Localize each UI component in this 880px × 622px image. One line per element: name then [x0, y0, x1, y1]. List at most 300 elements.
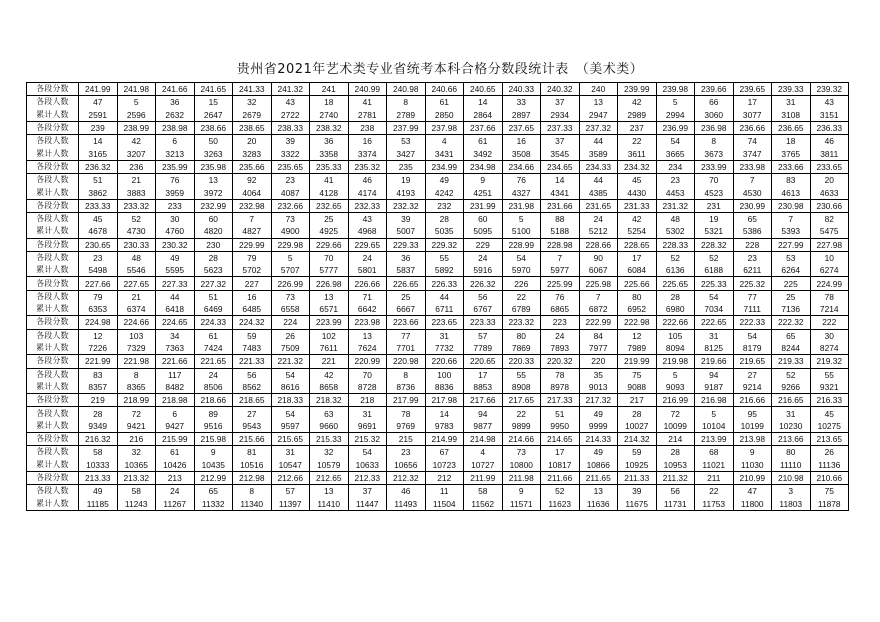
score-cell: 223.33 [464, 316, 503, 329]
count-row [27, 446, 849, 459]
score-cell: 233.66 [772, 160, 811, 173]
count-cell: 16 [502, 135, 541, 148]
cumulative-cell: 2740 [310, 109, 349, 122]
cumulative-cell: 10199 [733, 420, 772, 433]
count-cell: 4 [425, 135, 464, 148]
score-cell: 227 [233, 277, 272, 290]
cumulative-cell: 6872 [579, 303, 618, 316]
count-cell: 77 [733, 290, 772, 303]
cumulative-cell: 8736 [387, 381, 426, 394]
cumulative-row [27, 420, 849, 433]
count-cell: 9 [464, 174, 503, 187]
count-cell: 24 [348, 251, 387, 264]
score-cell: 234.32 [618, 160, 657, 173]
count-cell: 24 [194, 368, 233, 381]
cumulative-cell: 9214 [733, 381, 772, 394]
score-cell: 214.66 [502, 433, 541, 446]
cumulative-cell: 5321 [695, 225, 734, 238]
count-cell: 4 [464, 446, 503, 459]
count-cell: 14 [464, 96, 503, 109]
count-row [27, 290, 849, 303]
score-row [27, 394, 849, 407]
score-cell: 216.66 [733, 394, 772, 407]
cumulative-cell: 3165 [79, 147, 118, 160]
score-cell: 222.32 [772, 316, 811, 329]
score-cell: 235 [387, 160, 426, 173]
score-cell: 236.98 [695, 121, 734, 134]
cumulative-cell: 5892 [425, 264, 464, 277]
count-cell: 28 [656, 446, 695, 459]
cumulative-cell: 11800 [733, 498, 772, 511]
cumulative-cell: 5546 [117, 264, 156, 277]
score-cell: 228.66 [579, 238, 618, 251]
count-cell: 51 [194, 290, 233, 303]
cumulative-cell: 3060 [695, 109, 734, 122]
cumulative-cell: 3431 [425, 147, 464, 160]
count-cell: 21 [117, 290, 156, 303]
score-cell: 219.98 [656, 355, 695, 368]
score-cell: 239.65 [733, 83, 772, 96]
cumulative-cell: 5801 [348, 264, 387, 277]
cumulative-cell: 6789 [502, 303, 541, 316]
count-cell: 54 [695, 290, 734, 303]
cumulative-cell: 11731 [656, 498, 695, 511]
cumulative-cell: 8244 [772, 342, 811, 355]
cumulative-cell: 9321 [810, 381, 849, 394]
cumulative-cell: 4613 [772, 186, 811, 199]
score-cell: 211 [695, 471, 734, 484]
count-cell: 30 [156, 212, 195, 225]
cumulative-cell: 8616 [271, 381, 310, 394]
cumulative-cell: 4530 [733, 186, 772, 199]
score-cell: 215.33 [310, 433, 349, 446]
score-cell: 218.65 [233, 394, 272, 407]
cumulative-cell: 3263 [194, 147, 233, 160]
count-cell: 26 [810, 446, 849, 459]
cumulative-cell: 6469 [194, 303, 233, 316]
count-cell: 17 [733, 96, 772, 109]
score-cell: 237.99 [387, 121, 426, 134]
count-row [27, 368, 849, 381]
cumulative-cell: 4430 [618, 186, 657, 199]
count-cell: 84 [579, 329, 618, 342]
score-row-label: 各段分数 [27, 121, 79, 134]
count-cell: 24 [579, 212, 618, 225]
score-cell: 240 [579, 83, 618, 96]
score-cell: 211.65 [579, 471, 618, 484]
cumulative-cell: 11332 [194, 498, 233, 511]
score-cell: 224 [271, 316, 310, 329]
cumulative-cell: 4925 [310, 225, 349, 238]
cumulative-row [27, 264, 849, 277]
score-cell: 216.33 [810, 394, 849, 407]
cumulative-cell: 11030 [733, 459, 772, 472]
cumulative-cell: 9266 [772, 381, 811, 394]
cumulative-cell: 9877 [464, 420, 503, 433]
cumulative-cell: 4633 [810, 186, 849, 199]
cumulative-cell: 4678 [79, 225, 118, 238]
score-cell: 226.98 [310, 277, 349, 290]
cumulative-cell: 5916 [464, 264, 503, 277]
count-cell: 105 [656, 329, 695, 342]
cumulative-cell: 5095 [464, 225, 503, 238]
cumulative-row-label: 累计人数 [27, 303, 79, 316]
cumulative-cell: 11110 [772, 459, 811, 472]
score-cell: 214.33 [579, 433, 618, 446]
count-cell: 46 [348, 174, 387, 187]
score-cell: 224.66 [117, 316, 156, 329]
score-cell: 219.65 [733, 355, 772, 368]
score-cell: 213.32 [117, 471, 156, 484]
cumulative-cell: 10579 [310, 459, 349, 472]
count-cell: 55 [425, 251, 464, 264]
score-row-label: 各段分数 [27, 199, 79, 212]
cumulative-cell: 6980 [656, 303, 695, 316]
cumulative-cell: 3358 [310, 147, 349, 160]
score-cell: 238.66 [194, 121, 233, 134]
count-cell: 31 [271, 446, 310, 459]
count-cell: 54 [656, 135, 695, 148]
count-cell: 37 [541, 135, 580, 148]
cumulative-cell: 4827 [233, 225, 272, 238]
score-cell: 239 [79, 121, 118, 134]
score-cell: 212.33 [348, 471, 387, 484]
count-cell: 61 [156, 446, 195, 459]
score-cell: 241.98 [117, 83, 156, 96]
cumulative-cell: 2934 [541, 109, 580, 122]
score-cell: 239.32 [810, 83, 849, 96]
count-cell: 16 [233, 290, 272, 303]
count-cell: 15 [194, 96, 233, 109]
score-cell: 222 [810, 316, 849, 329]
count-cell: 51 [79, 174, 118, 187]
count-cell: 25 [772, 290, 811, 303]
score-cell: 232.32 [387, 199, 426, 212]
score-cell: 217.65 [502, 394, 541, 407]
score-cell: 211.33 [618, 471, 657, 484]
count-cell: 19 [695, 212, 734, 225]
score-cell: 239.99 [618, 83, 657, 96]
cumulative-cell: 6353 [79, 303, 118, 316]
cumulative-cell: 8274 [810, 342, 849, 355]
cumulative-cell: 10547 [271, 459, 310, 472]
count-cell: 42 [618, 96, 657, 109]
score-cell: 235.99 [156, 160, 195, 173]
score-cell: 231.98 [502, 199, 541, 212]
score-cell: 213.66 [772, 433, 811, 446]
score-cell: 214.32 [618, 433, 657, 446]
count-cell: 13 [579, 96, 618, 109]
score-cell: 215.32 [348, 433, 387, 446]
score-cell: 238.32 [310, 121, 349, 134]
cumulative-cell: 5777 [310, 264, 349, 277]
count-cell: 95 [733, 407, 772, 420]
count-cell: 42 [310, 368, 349, 381]
score-cell: 236.33 [810, 121, 849, 134]
score-cell: 214 [656, 433, 695, 446]
score-row-label: 各段分数 [27, 160, 79, 173]
cumulative-cell: 2947 [579, 109, 618, 122]
score-cell: 223.66 [387, 316, 426, 329]
count-cell: 57 [271, 485, 310, 498]
cumulative-cell: 5498 [79, 264, 118, 277]
count-cell: 12 [618, 329, 657, 342]
score-cell: 216.98 [695, 394, 734, 407]
score-row-label: 各段分数 [27, 471, 79, 484]
count-cell: 81 [233, 446, 272, 459]
cumulative-cell: 5702 [233, 264, 272, 277]
cumulative-cell: 9950 [541, 420, 580, 433]
count-cell: 100 [425, 368, 464, 381]
count-cell: 5 [656, 96, 695, 109]
count-cell: 24 [464, 251, 503, 264]
count-cell: 21 [117, 174, 156, 187]
count-cell: 65 [733, 212, 772, 225]
count-row [27, 135, 849, 148]
count-cell: 30 [810, 329, 849, 342]
count-cell: 79 [233, 251, 272, 264]
cumulative-cell: 4327 [502, 186, 541, 199]
count-cell: 31 [425, 329, 464, 342]
cumulative-cell: 10275 [810, 420, 849, 433]
score-cell: 223.99 [310, 316, 349, 329]
count-cell: 47 [79, 96, 118, 109]
score-cell: 216 [117, 433, 156, 446]
score-cell: 229.32 [425, 238, 464, 251]
score-cell: 224.33 [194, 316, 233, 329]
score-cell: 218.33 [271, 394, 310, 407]
count-cell: 52 [541, 485, 580, 498]
count-cell: 27 [233, 407, 272, 420]
score-cell: 234.33 [579, 160, 618, 173]
cumulative-cell: 6711 [425, 303, 464, 316]
cumulative-cell: 4128 [310, 186, 349, 199]
score-cell: 239.98 [656, 83, 695, 96]
cumulative-cell: 11136 [810, 459, 849, 472]
score-cell: 232.66 [271, 199, 310, 212]
score-cell: 211.32 [656, 471, 695, 484]
cumulative-cell: 11504 [425, 498, 464, 511]
cumulative-cell: 9691 [348, 420, 387, 433]
cumulative-cell: 9427 [156, 420, 195, 433]
score-cell: 216.65 [772, 394, 811, 407]
score-cell: 224.98 [79, 316, 118, 329]
count-row-label: 各段人数 [27, 446, 79, 459]
cumulative-cell: 7977 [579, 342, 618, 355]
cumulative-cell: 4730 [117, 225, 156, 238]
score-cell: 218 [348, 394, 387, 407]
score-cell: 237.66 [464, 121, 503, 134]
cumulative-cell: 11493 [387, 498, 426, 511]
cumulative-cell: 5212 [579, 225, 618, 238]
score-cell: 231.65 [579, 199, 618, 212]
cumulative-row [27, 342, 849, 355]
count-cell: 76 [541, 290, 580, 303]
score-cell: 230.32 [156, 238, 195, 251]
score-cell: 211.99 [464, 471, 503, 484]
cumulative-cell: 4900 [271, 225, 310, 238]
cumulative-cell: 6188 [695, 264, 734, 277]
cumulative-cell: 10800 [502, 459, 541, 472]
count-cell: 17 [541, 446, 580, 459]
count-cell: 37 [348, 485, 387, 498]
score-cell: 223.98 [348, 316, 387, 329]
count-cell: 3 [772, 485, 811, 498]
count-cell: 79 [79, 290, 118, 303]
cumulative-cell: 5977 [541, 264, 580, 277]
count-cell: 7 [233, 212, 272, 225]
score-cell: 227.99 [772, 238, 811, 251]
cumulative-row-label: 累计人数 [27, 459, 79, 472]
cumulative-cell: 8094 [656, 342, 695, 355]
score-cell: 214.99 [425, 433, 464, 446]
score-cell: 224.99 [810, 277, 849, 290]
count-cell: 49 [79, 485, 118, 498]
score-cell: 213.98 [733, 433, 772, 446]
cumulative-cell: 5035 [425, 225, 464, 238]
score-cell: 223 [541, 316, 580, 329]
count-cell: 80 [618, 290, 657, 303]
cumulative-cell: 9516 [194, 420, 233, 433]
score-cell: 233 [156, 199, 195, 212]
cumulative-cell: 9093 [656, 381, 695, 394]
count-cell: 54 [271, 407, 310, 420]
score-cell: 239.66 [695, 83, 734, 96]
count-cell: 58 [79, 446, 118, 459]
cumulative-cell: 3611 [618, 147, 657, 160]
score-cell: 226.99 [271, 277, 310, 290]
count-cell: 44 [425, 290, 464, 303]
cumulative-cell: 8728 [348, 381, 387, 394]
count-cell: 72 [117, 407, 156, 420]
count-cell: 18 [772, 135, 811, 148]
cumulative-cell: 6571 [310, 303, 349, 316]
score-row-label: 各段分数 [27, 394, 79, 407]
cumulative-cell: 3508 [502, 147, 541, 160]
count-row-label: 各段人数 [27, 368, 79, 381]
score-cell: 225.33 [695, 277, 734, 290]
score-cell: 232.98 [233, 199, 272, 212]
cumulative-cell: 6264 [772, 264, 811, 277]
score-cell: 231.32 [656, 199, 695, 212]
count-cell: 102 [310, 329, 349, 342]
count-cell: 76 [156, 174, 195, 187]
score-cell: 222.65 [695, 316, 734, 329]
count-cell: 55 [810, 368, 849, 381]
score-cell: 213 [156, 471, 195, 484]
score-cell: 237.32 [579, 121, 618, 134]
score-cell: 222.98 [618, 316, 657, 329]
count-cell: 26 [271, 329, 310, 342]
count-cell: 9 [502, 485, 541, 498]
count-cell: 34 [156, 329, 195, 342]
score-cell: 235.32 [348, 160, 387, 173]
score-cell: 241 [310, 83, 349, 96]
cumulative-cell: 7136 [772, 303, 811, 316]
cumulative-cell: 2989 [618, 109, 657, 122]
score-row [27, 277, 849, 290]
count-cell: 49 [579, 446, 618, 459]
count-row-label: 各段人数 [27, 135, 79, 148]
cumulative-cell: 4242 [425, 186, 464, 199]
score-cell: 238.65 [233, 121, 272, 134]
cumulative-cell: 2781 [348, 109, 387, 122]
cumulative-cell: 9660 [310, 420, 349, 433]
cumulative-cell: 11623 [541, 498, 580, 511]
count-cell: 59 [233, 329, 272, 342]
count-cell: 48 [656, 212, 695, 225]
cumulative-cell: 10925 [618, 459, 657, 472]
score-cell: 218.66 [194, 394, 233, 407]
score-cell: 237.65 [502, 121, 541, 134]
cumulative-cell: 5393 [772, 225, 811, 238]
score-cell: 240.65 [464, 83, 503, 96]
count-cell: 12 [79, 329, 118, 342]
score-cell: 233.65 [810, 160, 849, 173]
count-cell: 23 [271, 174, 310, 187]
count-cell: 5 [695, 407, 734, 420]
count-cell: 8 [695, 135, 734, 148]
cumulative-cell: 4820 [194, 225, 233, 238]
score-cell: 220.98 [387, 355, 426, 368]
cumulative-cell: 3108 [772, 109, 811, 122]
score-cell: 231 [695, 199, 734, 212]
score-cell: 215.99 [156, 433, 195, 446]
cumulative-cell: 9899 [502, 420, 541, 433]
score-cell: 225.32 [733, 277, 772, 290]
score-cell: 235.98 [194, 160, 233, 173]
cumulative-row [27, 303, 849, 316]
count-cell: 70 [310, 251, 349, 264]
score-cell: 215.66 [233, 433, 272, 446]
count-cell: 55 [502, 368, 541, 381]
score-cell: 230.65 [79, 238, 118, 251]
count-row [27, 174, 849, 187]
cumulative-cell: 7509 [271, 342, 310, 355]
count-cell: 78 [810, 290, 849, 303]
cumulative-cell: 6485 [233, 303, 272, 316]
score-cell: 225.99 [541, 277, 580, 290]
count-cell: 73 [271, 290, 310, 303]
count-cell: 20 [810, 174, 849, 187]
score-cell: 230.66 [810, 199, 849, 212]
count-cell: 5 [117, 96, 156, 109]
score-cell: 230.98 [772, 199, 811, 212]
score-cell: 210.99 [733, 471, 772, 484]
cumulative-cell: 8978 [541, 381, 580, 394]
score-cell: 231.33 [618, 199, 657, 212]
count-cell: 13 [310, 290, 349, 303]
cumulative-cell: 3589 [579, 147, 618, 160]
cumulative-cell: 10723 [425, 459, 464, 472]
cumulative-row-label: 累计人数 [27, 264, 79, 277]
count-cell: 78 [387, 407, 426, 420]
count-cell: 22 [695, 485, 734, 498]
count-cell: 27 [733, 368, 772, 381]
count-cell: 52 [695, 251, 734, 264]
count-cell: 76 [502, 174, 541, 187]
cumulative-cell: 3207 [117, 147, 156, 160]
score-cell: 217.98 [425, 394, 464, 407]
cumulative-cell: 10333 [79, 459, 118, 472]
count-row [27, 96, 849, 109]
cumulative-cell: 4523 [695, 186, 734, 199]
score-cell: 232.33 [348, 199, 387, 212]
cumulative-cell: 9597 [271, 420, 310, 433]
count-cell: 74 [733, 135, 772, 148]
score-row-label: 各段分数 [27, 316, 79, 329]
score-cell: 228.32 [695, 238, 734, 251]
